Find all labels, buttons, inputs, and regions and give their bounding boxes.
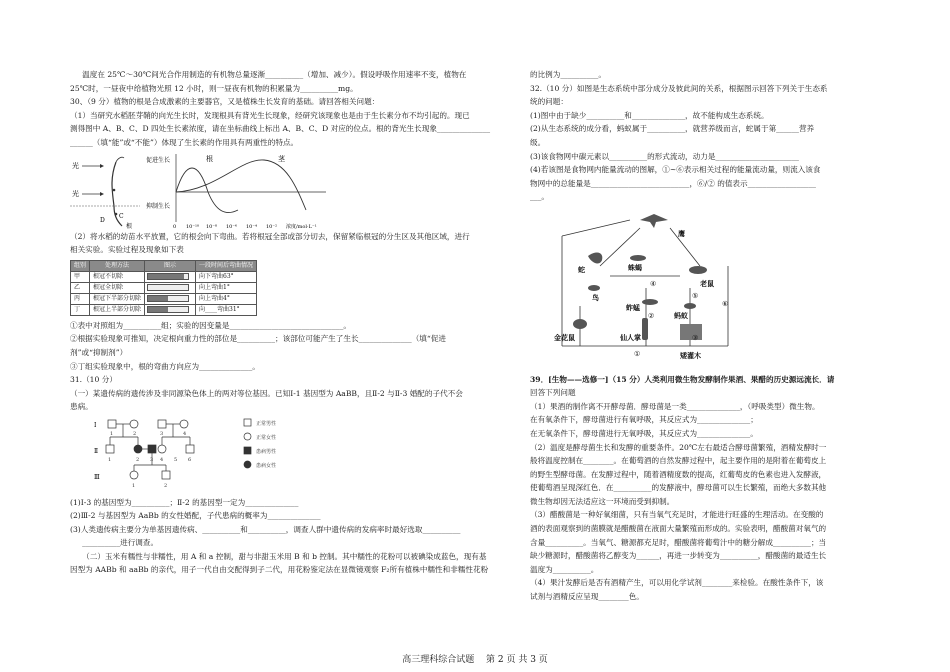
q32-answer-2: (2)从生态系统的成分看，蚂蚁属于__________，就营养级而言，蛇属于第______营养 xyxy=(530,124,815,134)
x-tick: 10⁻⁸ xyxy=(206,223,218,230)
table-header: 组别 xyxy=(71,260,90,271)
q39-2b: 般将温度控制在________。在葡萄酒的自然发酵过程中，起主要作用的是附着在葡萄皮上 xyxy=(530,456,827,466)
q39-2c: 的野生型酵母菌。在发酵过程中，随着酒精度数的提高，红葡萄皮的色素也进入发酵液， xyxy=(530,469,827,479)
light-label-1: 光 xyxy=(72,161,79,170)
q39-2e: 微生物却因无法适应这一环境而受到抑制。 xyxy=(530,496,675,506)
organism-label: 仙人掌 xyxy=(620,332,641,342)
root-diagram xyxy=(147,284,189,291)
plant-seedling-figure xyxy=(70,150,140,230)
q39-title: 39．[生物——选修一]（15 分）人类利用微生物发酵制作果酒、果醋的历史源远流长．请 xyxy=(530,374,835,384)
y-axis-promote: 促进生长 xyxy=(146,156,171,164)
cell-method: 根冠上半部分切除 xyxy=(90,304,145,315)
root-diagram xyxy=(147,295,189,302)
q31-answer-3a: (3)人类遗传病主要分为单基因遗传病、__________和__________，调查人群中遗传病的发病率时最好选取__________ xyxy=(70,524,461,534)
cell-diagram xyxy=(145,282,196,293)
q32-answer-2b: 级。 xyxy=(530,137,546,147)
q39-2d: 使葡萄酒呈现深红色．在__________的发酵液中，酵母菌可以生长繁殖，而绝大多数其他 xyxy=(530,483,827,493)
q32-answer-4c: ___。 xyxy=(530,192,549,202)
pedigree-num: 1 xyxy=(108,456,112,463)
organism-label: 蛛蝎 xyxy=(628,262,642,272)
flow-number: ② xyxy=(648,311,655,320)
flow-number: ③ xyxy=(692,333,699,342)
pedigree-num: 1 xyxy=(132,482,136,489)
x-axis-label: 浓度/mol·L⁻¹ xyxy=(286,223,317,230)
ant-icon xyxy=(684,303,696,309)
flow-number: ① xyxy=(634,349,641,358)
x-tick-labels xyxy=(173,223,317,230)
cicada-icon xyxy=(630,255,646,261)
table-header: 一段时间后弯曲情况 xyxy=(196,260,257,271)
organism-label: 鸟 xyxy=(592,292,599,302)
cell-group: 乙 xyxy=(71,282,90,293)
grasshopper-icon xyxy=(642,299,658,305)
pedigree-num: 6 xyxy=(188,456,192,463)
figure-root-stem xyxy=(70,150,508,230)
pedigree-num: 2 xyxy=(164,482,168,489)
gen-label: Ⅲ xyxy=(94,473,100,481)
organism-label: 鹰 xyxy=(678,228,685,238)
q31-answer-2: (2)Ⅲ-2 与基因型为 AaBb 的女性婚配，子代患病的概率为______________ xyxy=(70,511,321,521)
curve-label-stem: 茎 xyxy=(278,154,285,163)
table-row xyxy=(71,293,257,304)
q30-answer-1: ①表中对照组为__________组；实验的因变量是______________________________。 xyxy=(70,320,351,330)
organism-label: 蚱蜢 xyxy=(626,302,640,312)
table-row xyxy=(71,304,257,315)
page-footer: 高三理科综合试题 第 2 页 共 3 页 xyxy=(402,655,548,665)
bird-icon xyxy=(588,285,600,291)
cell-method: 根冠全切除 xyxy=(90,282,145,293)
q39-1b: 在有氧条件下，酵母菌进行有氧呼吸，其反应式为______________； xyxy=(530,415,758,425)
q31-part2-line-b: 因型为 AABb 和 aaBb 的亲代，用子一代自由交配得到子二代，用花粉鉴定法在显微镜观察 F₂所有植株中糯性和非糯性花粉 xyxy=(70,565,489,575)
q39-1c: 在无氧条件下，酵母菌进行无氧呼吸，其反应式为______________。 xyxy=(530,428,758,438)
cell-result: 向____弯曲31° xyxy=(196,304,257,315)
q39-2a: （2）温度是酵母菌生长和发酵的重要条件。20℃左右最适合酵母菌繁殖，酒精发酵时一 xyxy=(530,442,827,452)
flow-number: ⑥ xyxy=(722,299,729,308)
q39-4b: 试剂与酒精反应呈现________色。 xyxy=(530,592,644,602)
experiment-table xyxy=(70,260,257,316)
left-column xyxy=(70,68,508,577)
cell-diagram xyxy=(145,293,196,304)
q30-part1-line-a: （1）当研究水稻胚芽鞘的向光生长时，发现根具有背光生长现象，经研究该现象也是由于生长素分布不均引起的。现已 xyxy=(70,110,470,120)
rat-icon xyxy=(689,266,707,274)
x-tick: 10⁻¹⁰ xyxy=(186,223,200,230)
pedigree-chart xyxy=(94,417,324,489)
food-web-diagram xyxy=(550,206,740,364)
pedigree-num: 1 xyxy=(110,430,114,437)
table-header: 图示 xyxy=(145,260,196,271)
q39-3b: 酒的表面观察到的菌膜就是醋酸菌在液面大量繁殖而形成的。实验表明，醋酸菌对氧气的 xyxy=(530,524,827,534)
pedigree-num: 3 xyxy=(160,430,164,437)
organism-label: 蛇 xyxy=(578,264,585,274)
q30-answer-2a: ②根据实验现象可推知，决定根向重力性的部位是__________；该部位可能产生了生长______________（填“促进 xyxy=(70,334,446,344)
cell-diagram xyxy=(145,271,196,282)
q39-title-b: 回答下列问题 xyxy=(530,388,576,398)
organism-label: 蚂蚁 xyxy=(674,310,688,320)
cell-diagram xyxy=(145,304,196,315)
root-diagram xyxy=(147,273,189,280)
cell-group: 甲 xyxy=(71,271,90,282)
q39-3e: 温度为__________。 xyxy=(530,564,599,574)
table-row xyxy=(71,271,257,282)
flow-number: ④ xyxy=(650,279,657,288)
right-line-1: 的比例为__________。 xyxy=(530,70,606,79)
label-d: D xyxy=(100,216,105,224)
q30-answer-2b: 剂”或“抑制剂”） xyxy=(70,347,128,357)
q30-title: 30、（9 分）植物的根是合成激素的主要器官，又是植株生长发育的基础。请回答相关问题： xyxy=(70,97,380,107)
organism-label: 矮灌木 xyxy=(680,350,701,360)
q39-3d: 缺少糖源时，醋酸菌将乙醇变为______，再进一步转变为__________，醋酸菌的最适生长 xyxy=(530,551,827,561)
organism-label: 金花鼠 xyxy=(554,332,575,342)
flow-number: ⑤ xyxy=(692,291,699,300)
organism-label: 老鼠 xyxy=(700,278,714,288)
q31-part1-line-a: （一）某遗传病的遗传涉及非同源染色体上的两对等位基因。已知Ⅰ-1 基因型为 AaBB，且Ⅱ-2 与Ⅱ-3 婚配的子代不会 xyxy=(70,388,463,398)
q32-title: 32.（10 分）如图是生态系统中部分成分及彼此间的关系，根据图示回答下列关于生态系 xyxy=(530,83,828,93)
pedigree-num: 5 xyxy=(174,456,178,463)
cell-group: 丙 xyxy=(71,293,90,304)
label-c: C xyxy=(119,212,124,220)
q32-answer-1: (1)图中由于缺少__________和______________，故不能构成生态系统。 xyxy=(530,110,769,120)
legend-label: 正常女性 xyxy=(256,434,277,441)
q39-3c: 含量__________。当氧气、糖源都充足时，醋酸菌将葡萄汁中的糖分解成__________；当 xyxy=(530,537,827,547)
q30-part1-line-c: ______（填“能”或“不能”）体现了生长素的作用具有两重性的特点。 xyxy=(70,137,299,147)
q31-title: 31.（10 分） xyxy=(70,375,117,385)
light-label-2: 光 xyxy=(72,189,79,198)
cell-method: 根冠不切除 xyxy=(90,271,145,282)
legend-label: 患病女性 xyxy=(256,462,277,469)
legend-label: 正常男性 xyxy=(256,420,277,427)
auxin-response-graph xyxy=(146,150,346,230)
cell-result: 向上弯曲1° xyxy=(196,282,257,293)
cell-group: 丁 xyxy=(71,304,90,315)
q30-part1-line-b: 测得图中 A、B、C、D 四处生长素浓度，请在坐标曲线上标出 A、B、C、D 对应的位点。根的背光生长现象______________ xyxy=(70,124,491,134)
snake-icon xyxy=(588,252,602,263)
x-tick: 10⁻² xyxy=(266,223,278,230)
x-tick: 0 xyxy=(173,223,177,230)
pedigree-num: 4 xyxy=(183,430,187,437)
q39-4a: （4）果汁发酵后是否有酒精产生，可以用化学试剂________来检验。在酸性条件下，该 xyxy=(530,578,824,588)
q32-title-b: 统的问题： xyxy=(530,97,568,107)
legend-label: 患病男性 xyxy=(256,448,277,455)
x-tick: 10⁻⁴ xyxy=(246,223,258,230)
q30-part2-line-a: （2）将水稻的幼苗水平放置，它的根会向下弯曲。若将根冠全部或部分切去，保留紧临根冠的分生区及其他区域，进行 xyxy=(70,231,470,241)
cell-result: 向上弯曲4° xyxy=(196,293,257,304)
q30-part2-line-b: 相关实验。实验过程及现象如下表 xyxy=(70,245,184,255)
x-tick: 10⁻⁶ xyxy=(226,223,238,230)
table-header: 处理方法 xyxy=(90,260,145,271)
table-row xyxy=(71,282,257,293)
q32-answer-4a: (4)若该图是食物网内能量流动的图解，①~⑥表示相关过程的能量流动量，则流入该食 xyxy=(530,165,821,175)
pedigree-num: 2 xyxy=(133,430,137,437)
q32-answer-3: (3)该食物网中碳元素以__________的形式流动，动力是______________________ xyxy=(530,151,799,161)
table-header-row xyxy=(71,260,257,271)
q39-1a: （1）果酒的制作离不开酵母菌．酵母菌是一类______________，（呼吸类型）微生物。 xyxy=(530,401,820,411)
q31-part2-line-a: （二）玉米有糯性与非糯性，用 A 和 a 控制，甜与非甜玉米用 B 和 b 控制。其中糯性的花粉可以被碘染成蓝色，现有基 xyxy=(82,551,487,561)
gen-label: Ⅰ xyxy=(94,421,97,429)
eagle-icon xyxy=(640,214,668,228)
squirrel-icon xyxy=(573,319,587,329)
gen-label: Ⅱ xyxy=(94,447,99,455)
cell-method: 根冠下半部分切除 xyxy=(90,293,145,304)
cell-result: 向下弯曲63° xyxy=(196,271,257,282)
q31-part1-line-b: 患病。 xyxy=(70,402,93,412)
y-axis-inhibit: 抑制生长 xyxy=(146,202,171,210)
curve-label-root: 根 xyxy=(206,154,213,163)
q31-answer-3b: __________进行调查。 xyxy=(82,538,159,548)
q30-answer-3: ③丁组实验现象中，根的弯曲方向应为______________。 xyxy=(70,361,260,371)
root-diagram xyxy=(147,306,189,313)
right-column xyxy=(530,68,925,604)
intro-line-1: 温度在 25℃～30℃间光合作用制造的有机物总量逐渐__________（增加、减少）。假设呼吸作用速率不变，植物在 xyxy=(82,70,467,79)
pedigree-num: 2 xyxy=(136,456,140,463)
pedigree-num: 4 xyxy=(160,456,164,463)
cactus-icon xyxy=(642,318,648,340)
q32-answer-4b: 物网中的总能量是__________________________，⑥/② 的值表示__________________ xyxy=(530,178,816,188)
q31-answer-1: (1)Ⅰ-3 的基因型为__________；Ⅱ-2 的基因型一定为______________ xyxy=(70,497,299,507)
q39-3a: （3）醋酸菌是一种好氧细菌，只有当氧气充足时，才能进行旺盛的生理活动。在变酸的 xyxy=(530,510,824,520)
pedigree-num: 3 xyxy=(150,456,154,463)
intro-line-2: 25℃时，一昼夜中给植物光照 12 小时，则一昼夜有机物的积累量为__________mg。 xyxy=(70,83,358,93)
shrub-icon xyxy=(680,324,702,340)
label-root: 根 xyxy=(126,222,133,230)
